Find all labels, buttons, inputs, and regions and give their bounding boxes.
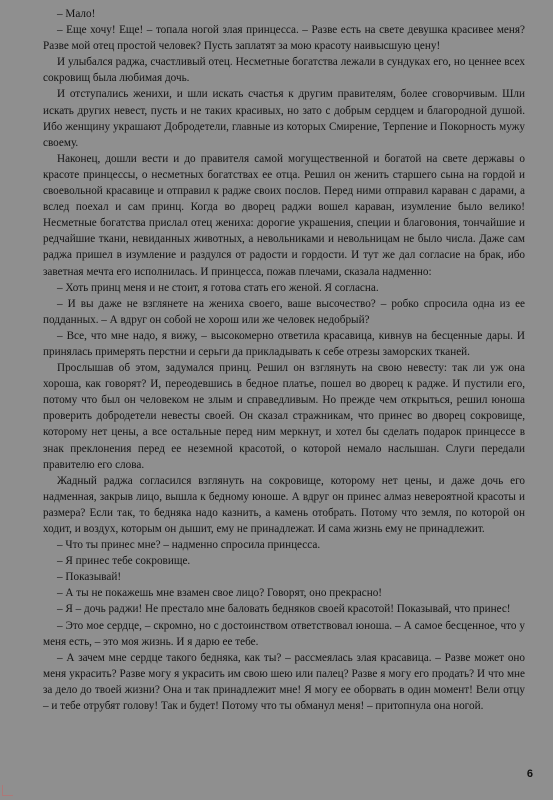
paragraph-8: – Все, что мне надо, я вижу, – высокомерно ответила красавица, кивнув на бесценные дары. И принялась примерять перстни и серьги да прикладывать к себе отрезы заморских тканей.: [43, 329, 525, 358]
paragraph-17: – А зачем мне сердце такого бедняка, как ты? – рассмеялась злая красавица. – Разве может оно меня украсить? Разве могу я украсить им свою шею или палец? Разве я могу его продать? И что мне за дело до твоей жизни? Она и так принадлежит мне! Я могу ее оборвать в один момент! Вели отцу – и тебе отрубят голову! Так и будет! Потому что ты обманул меня! – притопнула она ногой.: [43, 651, 525, 713]
paragraph-11: – Что ты принес мне? – надменно спросила принцесса.: [57, 539, 321, 552]
paragraph-3: И улыбался раджа, счастливый отец. Несметные богатства лежали в сундуках его, но ценнее всех сокровищ была любимая дочь.: [43, 56, 525, 85]
paragraph-7: – И вы даже не взглянете на жениха своего, ваше высочество? – робко спросила одна из ее подданных. – А вдруг он собой не хорош или же человек недобрый?: [43, 297, 525, 326]
paragraph-9: Прослышав об этом, задумался принц. Решил он взглянуть на свою невесту: так ли уж она хороша, как говорят? И, переодевшись в бедное платье, пошел во дворец к радже. И пустили его, потому что был он человеком не злым и справедливым. Но прежде чем открыться, решил юноша проверить добродетели невесты своей. Он сказал стражникам, что принес во дворец сокровище, которому нет цены, а все остальные перед ним меркнут, и хотел бы сделать подарок принцессе в знак преклонения перед ее неземной красотой, о которой немало наслышан. Слуги передали правителю его слова.: [43, 362, 525, 471]
paragraph-2: – Еще хочу! Еще! – топала ногой злая принцесса. – Разве есть на свете девушка красивее меня? Разве мой отец простой человек? Пусть заплатят за мою красоту наивысшую цену!: [43, 24, 525, 53]
paragraph-10: Жадный раджа согласился взглянуть на сокровище, которому нет цены, и даже дочь его надменная, закрыв лицо, вышла к бедному юноше. А вдруг он принес алмаз невероятной красоты и размера? Если так, то бедняка надо казнить, а камень отобрать. Потому что земля, по которой он ходит, и воздух, которым он дышит, ему не принадлежат. И сама жизнь ему не принадлежит.: [43, 474, 525, 535]
paragraph-16: – Это мое сердце, – скромно, но с достоинством ответствовал юноша. – А самое бесценное, что у меня есть, – это моя жизнь. И я дарю ее тебе.: [43, 619, 525, 648]
paragraph-1: – Мало!: [57, 8, 96, 20]
paragraph-14: – А ты не покажешь мне взамен свое лицо? Говорят, оно прекрасно!: [57, 587, 383, 600]
paragraph-12: – Я принес тебе сокровище.: [57, 555, 191, 568]
paragraph-4: И отступались женихи, и шли искать счастья к другим правителям, более сговорчивым. Шли искать других невест, пусть и не таких красивых, но зато с добрым сердцем и благородной душой. Ибо женщину украшают Добродетели, главные из которых Смирение, Терпение и Покорность мужу своему.: [43, 88, 525, 149]
crop-mark: [2, 785, 13, 796]
paragraph-6: – Хоть принц меня и не стоит, я готова стать его женой. Я согласна.: [57, 281, 379, 294]
paragraph-15: – Я – дочь раджи! Не престало мне баловать бедняков своей красотой! Показывай, что принес!: [57, 603, 511, 616]
page-number: 6: [526, 768, 533, 780]
paragraph-5: Наконец, дошли вести и до правителя самой могущественной и богатой на свете державы о красоте принцессы, о несметных богатствах ее отца. Решил он женить старшего сына на гордой и своевольной красавице и отправил к радже своих послов. Перед ними отправил караван с дарами, а вслед поехал и сам принц. Когда во дворец раджи вошел караван, изумление было велико! Несметные богатства прислал отец жениха: дорогие украшения, специи и благовония, тончайшие и редчайшие ткани, невиданных животных, а невольниками и невольницам не было числа. Даже сам раджа пришел в изумление и раздулся от радости и гордости. И тут же дал согласие на брак, ибо заветная мечта его исполнилась. И принцесса, пожав плечами, сказала надменно:: [43, 152, 525, 278]
document-body: [43, 6, 525, 714]
paragraph-13: – Показывай!: [57, 571, 122, 584]
